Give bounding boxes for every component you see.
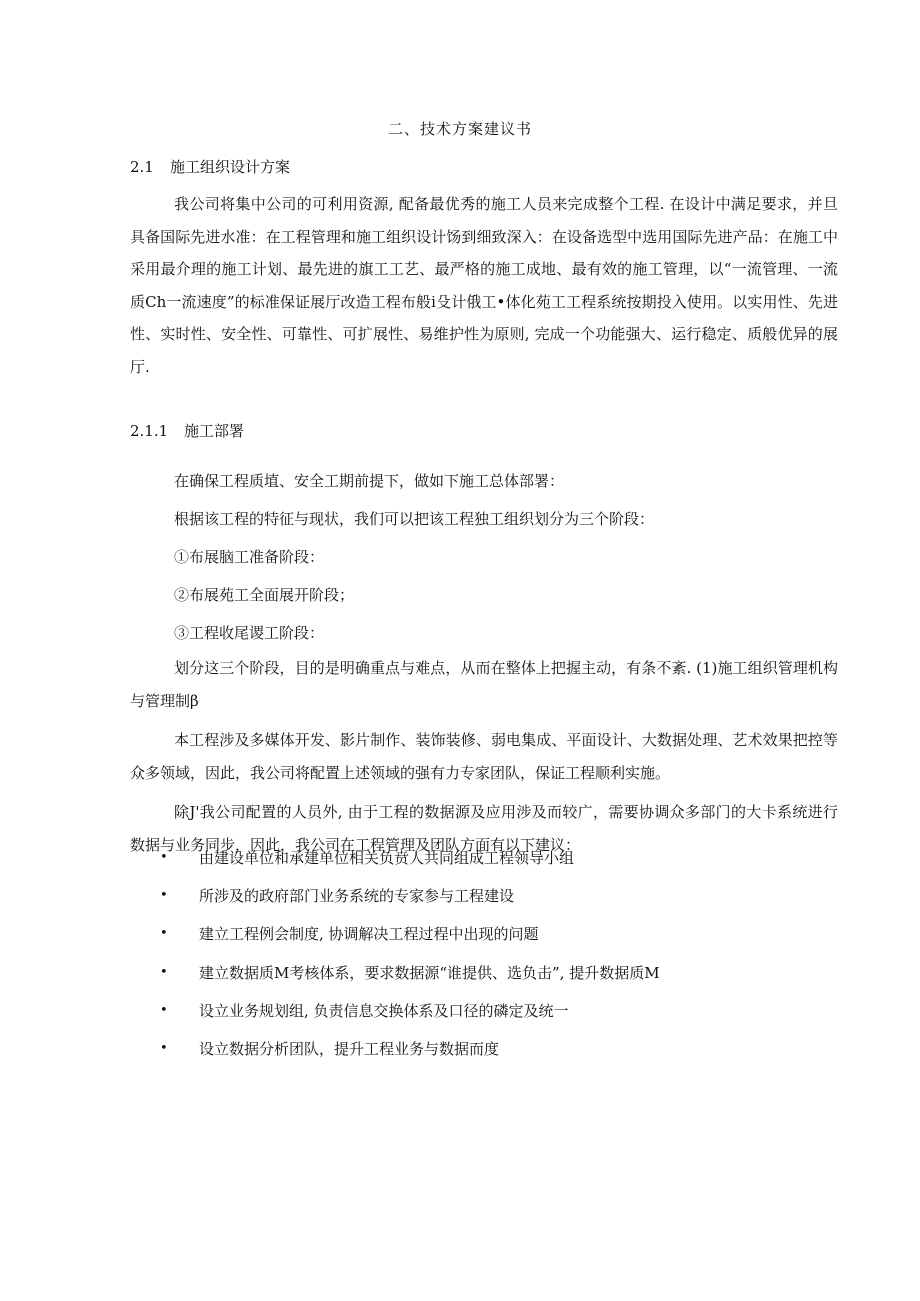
bullet-icon: • [160, 888, 168, 904]
phase-purpose-paragraph: 划分这三个阶段，目的是明确重点与难点，从而在整体上把握主动，有条不紊. (1)施工组织管理机构与管理制β [130, 659, 838, 710]
list-item-text: 所涉及的政府部门业务系统的专家参与工程建设 [199, 887, 515, 906]
section-number: 2.1.1 [130, 422, 169, 440]
list-item-text: 建立工程例会制度, 协调解决工程过程中出现的问题 [199, 925, 539, 944]
bullet-icon: • [160, 964, 168, 980]
bullet-icon: • [160, 926, 168, 942]
section-heading-2-1 [130, 156, 290, 177]
list-item-text: 设立数据分析团队，提升工程业务与数据而度 [199, 1039, 500, 1058]
phase-intro-text: 根据该工程的特征与现状，我们可以把该工程独工组织划分为三个阶段： [174, 510, 655, 528]
document-title: 二、技术方案建议书 [387, 120, 532, 138]
bullet-icon: • [160, 1002, 168, 1018]
list-item-text: 由建设单位和承建单位相关负贲人共同组成工程领导小组 [199, 849, 575, 867]
section-heading-2-1-1 [130, 420, 244, 441]
list-item-text: 建立数据质M考核体系，要求数据源“谁提供、选负击”, 提升数据质M [199, 963, 660, 982]
bullet-icon: • [160, 850, 168, 865]
section-title: 施工部署 [184, 422, 245, 440]
staff-paragraph: 除J'我公司配置的人员外, 由于工程的数据源及应用涉及而较广，需要协调众多部门的大卡系统进行数据与业务同步，因此，我公司在工程管理及团队方面有以下建议： [130, 803, 838, 854]
phase-item: ①布展脑工准备阶段： [174, 548, 325, 566]
list-item-text: 设立业务规划组, 负责信息交换体系及口径的磷定及统一 [199, 1001, 569, 1020]
phase-item: ③工程收尾谡工阶段： [174, 624, 325, 642]
deploy-intro-text: 在确保工程质埴、安全工期前提下，做如下施工总体部署： [174, 472, 565, 490]
bullet-icon: • [160, 1040, 168, 1056]
section-number: 2.1 [130, 158, 154, 176]
section-title: 施工组织设计方案 [170, 158, 291, 176]
phase-item: ②布展苑工全面展开阶段； [174, 586, 355, 604]
intro-paragraph: 我公司将集中公司的可利用资源, 配备最优秀的施工人员来完成整个工程. 在设计中满足要求，并旦具备国际先进水准：在工程管理和施工组织设计饧到细致深入：在设备选型中选用国际先进产品：在施工中采用最介理的施工计划、最先进的旗工工艺、最严格的施工成地、最有效的施工管理，以“一流管理、一流质Ch一流速度”的标准保证展厅改造工程布般i殳计俄工•体化苑工工程系统按期投入使用。以实用性、先进性、实时性、安全性、可靠性、可扩展性、易维护性为原则, 完成一个功能强大、运行稳定、质般优异的展厅. [130, 195, 838, 376]
scope-paragraph: 本工程涉及多媒体开发、影片制作、装饰装修、弱电集成、平面设计、大数据处理、艺术效果把控等众多领域，因此，我公司将配置上述领域的强有力专家团队，保证工程顺利实施。 [130, 731, 838, 782]
